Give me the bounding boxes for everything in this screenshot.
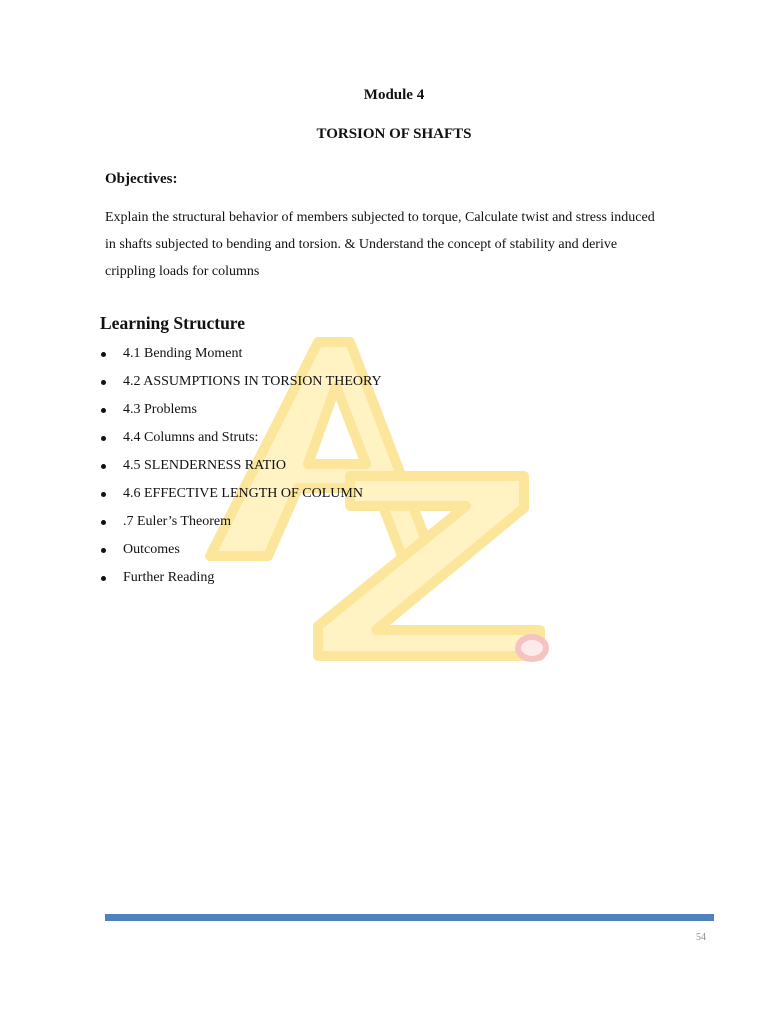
bullet-icon — [101, 492, 106, 497]
objectives-paragraph — [105, 204, 705, 285]
list-item-label: 4.4 Columns and Struts: — [123, 430, 259, 445]
module-title: Module 4 — [363, 87, 425, 103]
bullet-icon — [101, 436, 106, 441]
list-item — [100, 538, 382, 566]
list-item-label: Further Reading — [123, 570, 215, 585]
list-item-label: .7 Euler’s Theorem — [123, 514, 231, 529]
bullet-icon — [101, 464, 106, 469]
bullet-icon — [101, 380, 106, 385]
list-item — [100, 398, 382, 426]
objectives-line: Explain the structural behavior of members subjected to torque, Calculate twist and stress induced — [105, 210, 655, 225]
page-number: 54 — [696, 932, 706, 943]
list-item — [100, 482, 382, 510]
bullet-icon — [101, 548, 106, 553]
list-item-label: Outcomes — [123, 542, 180, 557]
bullet-icon — [101, 408, 106, 413]
list-item — [100, 510, 382, 538]
list-item-label: 4.5 SLENDERNESS RATIO — [123, 458, 286, 473]
learning-structure-list — [100, 342, 382, 594]
list-item — [100, 342, 382, 370]
chapter-title: TORSION OF SHAFTS — [316, 126, 472, 142]
bullet-icon — [101, 520, 106, 525]
footer-divider — [105, 914, 714, 921]
list-item — [100, 566, 382, 594]
bullet-icon — [101, 352, 106, 357]
list-item — [100, 426, 382, 454]
list-item-label: 4.1 Bending Moment — [123, 346, 243, 361]
list-item — [100, 370, 382, 398]
list-item — [100, 454, 382, 482]
learning-structure-heading: Learning Structure — [100, 313, 246, 333]
objectives-line: crippling loads for columns — [105, 264, 260, 279]
bullet-icon — [101, 576, 106, 581]
list-item-label: 4.2 ASSUMPTIONS IN TORSION THEORY — [123, 374, 382, 389]
objectives-line: in shafts subjected to bending and torsion. & Understand the concept of stability and derive — [105, 237, 618, 252]
list-item-label: 4.6 EFFECTIVE LENGTH OF COLUMN — [123, 486, 363, 501]
list-item-label: 4.3 Problems — [123, 402, 197, 417]
objectives-heading: Objectives: — [105, 171, 178, 187]
